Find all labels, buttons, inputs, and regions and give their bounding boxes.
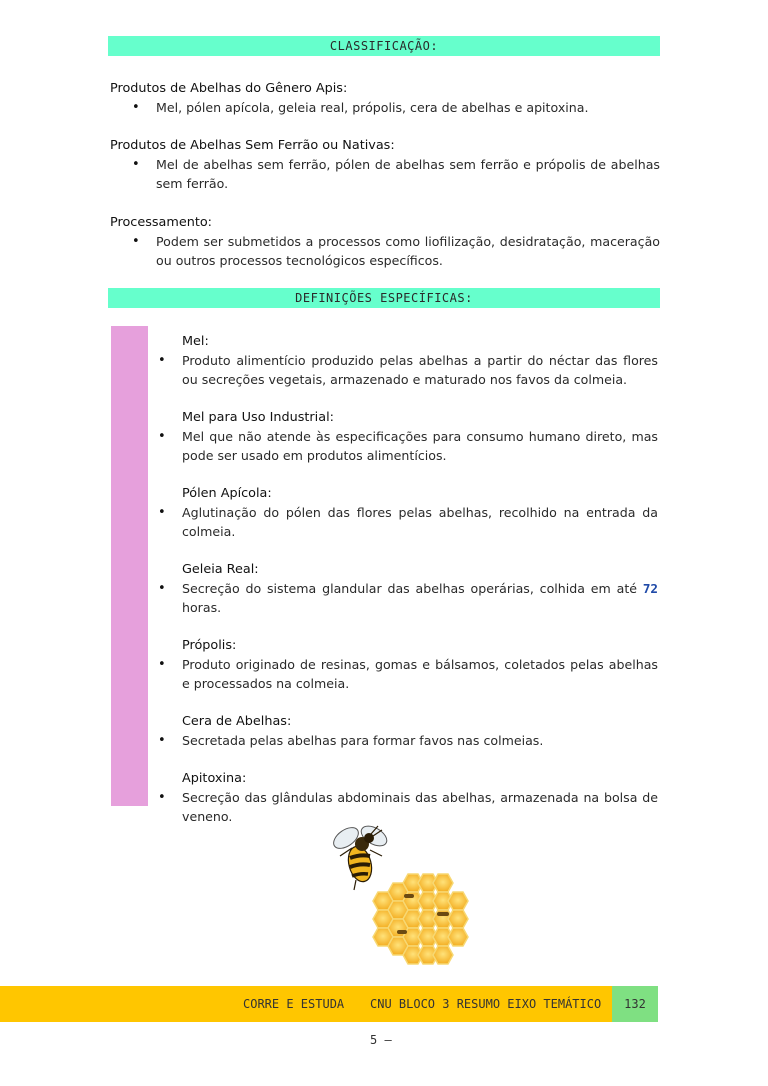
bullet-icon: • bbox=[158, 353, 166, 368]
list-item-text: Podem ser submetidos a processos como liofilização, desidratação, maceração ou outros processos tecnológicos específicos. bbox=[156, 234, 660, 268]
list-item bbox=[158, 579, 658, 617]
list-item bbox=[110, 232, 660, 270]
list-item-text: Mel, pólen apícola, geleia real, própolis, cera de abelhas e apitoxina. bbox=[156, 100, 589, 115]
bullet-list bbox=[110, 98, 660, 117]
bullet-icon: • bbox=[158, 581, 166, 596]
footer-bar bbox=[0, 986, 612, 1047]
definition-title: Própolis: bbox=[182, 638, 237, 653]
definitions-banner: DEFINIÇÕES ESPECÍFICAS: bbox=[108, 288, 660, 308]
definition-text-end: horas. bbox=[182, 600, 222, 615]
definition-apitoxina bbox=[158, 769, 658, 826]
definition-text: Secretada pelas abelhas para formar favos nas colmeias. bbox=[182, 733, 544, 748]
bullet-list bbox=[110, 232, 660, 270]
bullet-icon: • bbox=[132, 157, 140, 172]
honeycomb-icon bbox=[373, 874, 468, 964]
definition-title: Cera de Abelhas: bbox=[182, 714, 292, 729]
definition-cera bbox=[158, 712, 658, 750]
footer-brand: CORRE E ESTUDA bbox=[243, 997, 345, 1011]
bullet-icon: • bbox=[158, 505, 166, 520]
definition-text: Secreção das glândulas abdominais das abelhas, armazenada na bolsa de veneno. bbox=[182, 790, 658, 824]
processing-section bbox=[110, 213, 660, 270]
list-item bbox=[158, 351, 658, 389]
definition-text: Produto originado de resinas, gomas e bálsamos, coletados pelas abelhas e processados na colmeia. bbox=[182, 657, 658, 691]
definition-text: Aglutinação do pólen das flores pelas abelhas, recolhido na entrada da colmeia. bbox=[182, 505, 658, 539]
definition-geleia-real bbox=[158, 560, 658, 617]
list-item bbox=[110, 155, 660, 193]
list-item bbox=[158, 655, 658, 693]
bullet-list bbox=[110, 155, 660, 193]
footer-course-title: CNU BLOCO 3 RESUMO EIXO TEMÁTICO 5 – bbox=[370, 997, 602, 1047]
bullet-icon: • bbox=[132, 100, 140, 115]
definition-title: Mel para Uso Industrial: bbox=[182, 410, 334, 425]
definition-title: Pólen Apícola: bbox=[182, 486, 272, 501]
definitions-sidebar-bar bbox=[111, 326, 148, 806]
apis-products-section bbox=[110, 79, 660, 117]
section-title: Produtos de Abelhas Sem Ferrão ou Nativas: bbox=[110, 138, 395, 153]
bullet-icon: • bbox=[158, 657, 166, 672]
bee-honeycomb-illustration bbox=[312, 820, 472, 972]
section-title: Processamento: bbox=[110, 215, 212, 230]
list-item bbox=[158, 503, 658, 541]
bullet-icon: • bbox=[132, 234, 140, 249]
section-title: Produtos de Abelhas do Gênero Apis: bbox=[110, 81, 348, 96]
definition-title: Geleia Real: bbox=[182, 562, 259, 577]
definition-text: Secreção do sistema glandular das abelhas operárias, colhida em até bbox=[182, 581, 643, 596]
page-number: 132 bbox=[612, 986, 658, 1022]
list-item bbox=[158, 731, 658, 750]
definition-text: Mel que não atende às especificações para consumo humano direto, mas pode ser usado em produtos alimentícios. bbox=[182, 429, 658, 463]
definition-polen bbox=[158, 484, 658, 541]
definitions-list bbox=[158, 332, 658, 845]
definition-mel bbox=[158, 332, 658, 389]
definition-title: Mel: bbox=[182, 334, 209, 349]
definition-propolis bbox=[158, 636, 658, 693]
list-item bbox=[110, 98, 660, 117]
classification-banner: CLASSIFICAÇÃO: bbox=[108, 36, 660, 56]
list-item-text: Mel de abelhas sem ferrão, pólen de abelhas sem ferrão e própolis de abelhas sem ferrão. bbox=[156, 157, 660, 191]
stingless-products-section bbox=[110, 136, 660, 193]
list-item bbox=[158, 427, 658, 465]
definition-mel-industrial bbox=[158, 408, 658, 465]
bee-icon bbox=[330, 822, 390, 890]
definition-title: Apitoxina: bbox=[182, 771, 247, 786]
definition-text: Produto alimentício produzido pelas abelhas a partir do néctar das flores ou secreções vegetais, armazenado e maturado nos favos da colmeia. bbox=[182, 353, 658, 387]
hours-highlight: 72 bbox=[642, 581, 658, 596]
bullet-icon: • bbox=[158, 733, 166, 748]
bullet-icon: • bbox=[158, 429, 166, 444]
bullet-icon: • bbox=[158, 790, 166, 805]
